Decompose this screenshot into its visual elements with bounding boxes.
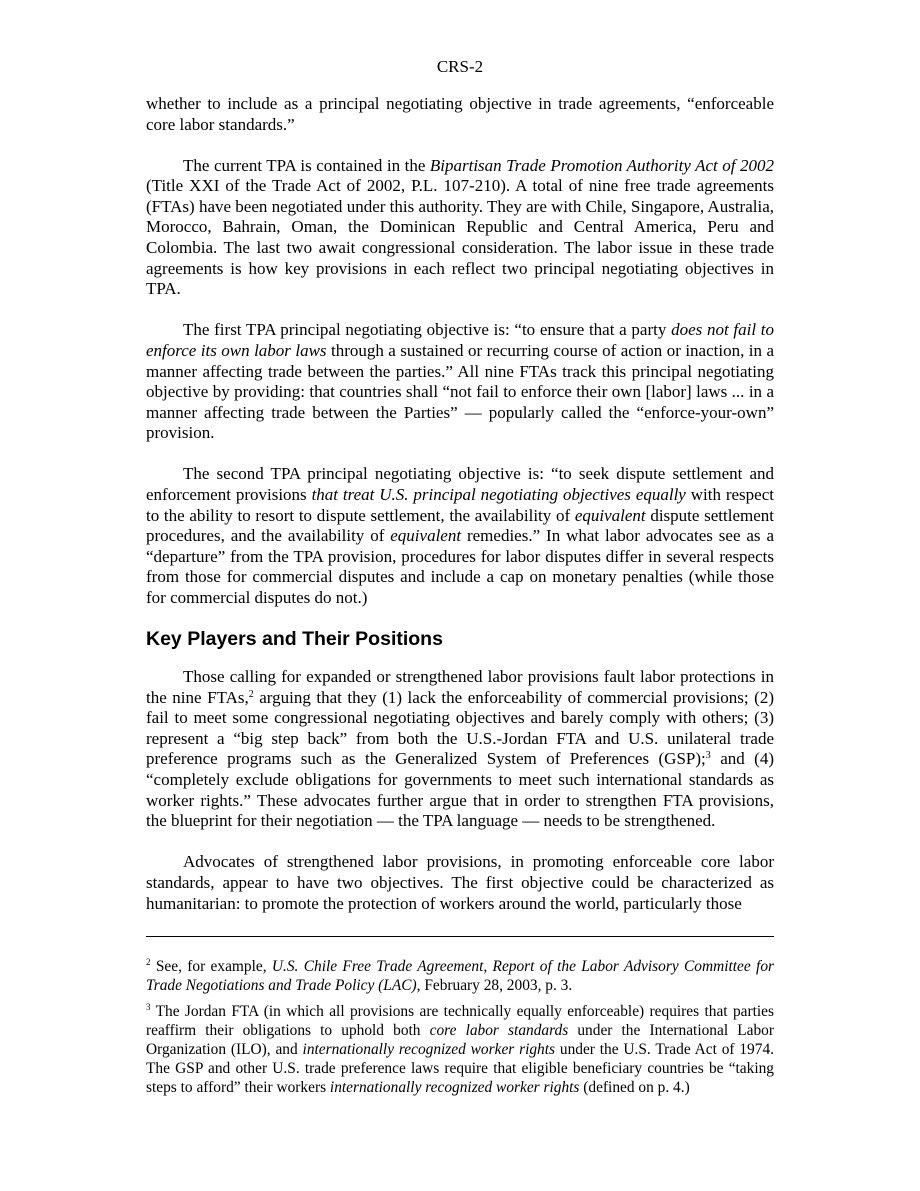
emphasis-italic: internationally recognized worker rights (329, 1079, 580, 1096)
text-run: under the U.S. Trade Act of 1974. The GSP and other U.S. trade preference laws require that eligible beneficiary countries be “taking steps to afford” their workers (146, 1041, 774, 1096)
report-title-italic: U.S. Chile Free Trade Agreement, Report of the Labor Advisory Committee for Trade Negotiations and Trade Policy (LAC) (146, 958, 774, 994)
page-number-header: CRS-2 (436, 57, 484, 76)
footnotes (146, 957, 774, 1104)
text-run: (Title XXI of the Trade Act of 2002, P.L. 107-210). A total of nine free trade agreements (FTAs) have been negotiated under this authority. They are with Chile, Singapore, Australia, Morocco, Bahrain, Oman, the Dominican Republic and Central America, Peru and Colombia. The last two await congressional consideration. The labor issue in these trade agreements is how key provisions in each reflect two principal negotiating objectives in TPA. (146, 176, 774, 299)
section-heading: Key Players and Their Positions (146, 628, 443, 651)
footnote-ref-3: 3 (705, 750, 711, 762)
emphasis-italic: does not fail to enforce its own labor laws (146, 320, 774, 360)
text-run: The first TPA principal negotiating objective is: “to ensure that a party (183, 320, 672, 340)
text-run: arguing that they (1) lack the enforceability of commercial provisions; (2) fail to meet some congressional negotiating objectives and barely comply with others; (3) represent a “big step back” from both the U.S.-Jordan FTA and U.S. unilateral trade preference programs such as the Generalized System of Preferences (GSP); (146, 687, 774, 769)
emphasis-italic: core labor standards (429, 1022, 569, 1039)
paragraph-current-tpa (146, 156, 774, 300)
emphasis-italic: that treat U.S. principal negotiating objectives equally (311, 485, 686, 504)
text-run: The current TPA is contained in the (183, 155, 430, 175)
text-run: through a sustained or recurring course of action or inaction, in a manner affecting trade between the parties.” All nine FTAs track this principal negotiating objective by providing: that countries shall “not fail to enforce their own [labor] laws ... in a manner affecting trade between the Parties” — popularly called the “enforce-your-own” provision. (146, 340, 774, 443)
text-run: with respect to the ability to resort to dispute settlement, the availability of (146, 485, 774, 525)
footnote-ref-2: 2 (248, 688, 254, 700)
paragraph-first-objective (146, 320, 774, 444)
emphasis-italic: internationally recognized worker rights (302, 1041, 556, 1058)
paragraph-critics (146, 667, 774, 832)
body-text (146, 94, 774, 935)
footnote-marker: 3 (146, 1002, 151, 1012)
text-run: and (4) “completely exclude obligations for governments to meet such international standards as worker rights.” These advocates further argue that in order to strengthen FTA provisions, the blueprint for their negotiation — the TPA language — needs to be strengthened. (146, 749, 774, 831)
emphasis-italic: equivalent (574, 505, 646, 525)
paragraph-continuation: whether to include as a principal negotiating objective in trade agreements, “enforceable core labor standards.” (146, 94, 774, 134)
text-run: remedies.” In what labor advocates see as a “departure” from the TPA provision, procedures for labor disputes differ in several respects from those for commercial disputes and include a cap on monetary penalties (while those for commercial disputes do not.) (146, 526, 774, 607)
footnote-marker: 2 (146, 957, 151, 967)
act-title-italic: Bipartisan Trade Promotion Authority Act of 2002 (429, 155, 774, 175)
paragraph-advocates: Advocates of strengthened labor provisions, in promoting enforceable core labor standards, appear to have two objectives. The first objective could be characterized as humanitarian: to promote the protection of workers around the world, particularly those (146, 852, 774, 913)
footnote-divider (146, 936, 774, 937)
text-run: , February 28, 2003, p. 3. (416, 977, 573, 994)
text-run: Those calling for expanded or strengthened labor provisions fault labor protections in the nine FTAs, (146, 667, 774, 707)
text-run: (defined on p. 4.) (579, 1079, 690, 1096)
footnote-3 (146, 1002, 774, 1097)
emphasis-italic: equivalent (390, 526, 462, 546)
text-run: under the International Labor Organization (ILO), and (146, 1022, 774, 1058)
paragraph-second-objective (146, 464, 774, 608)
text-run: See, for example, (150, 958, 272, 975)
text-run: The second TPA principal negotiating objective is: “to seek dispute settlement and enforcement provisions (146, 464, 774, 504)
footnote-2 (146, 957, 774, 995)
text-run: The Jordan FTA (in which all provisions are technically equally enforceable) requires that parties reaffirm their obligations to uphold both (146, 1003, 774, 1039)
text-run: dispute settlement procedures, and the availability of (146, 505, 774, 546)
